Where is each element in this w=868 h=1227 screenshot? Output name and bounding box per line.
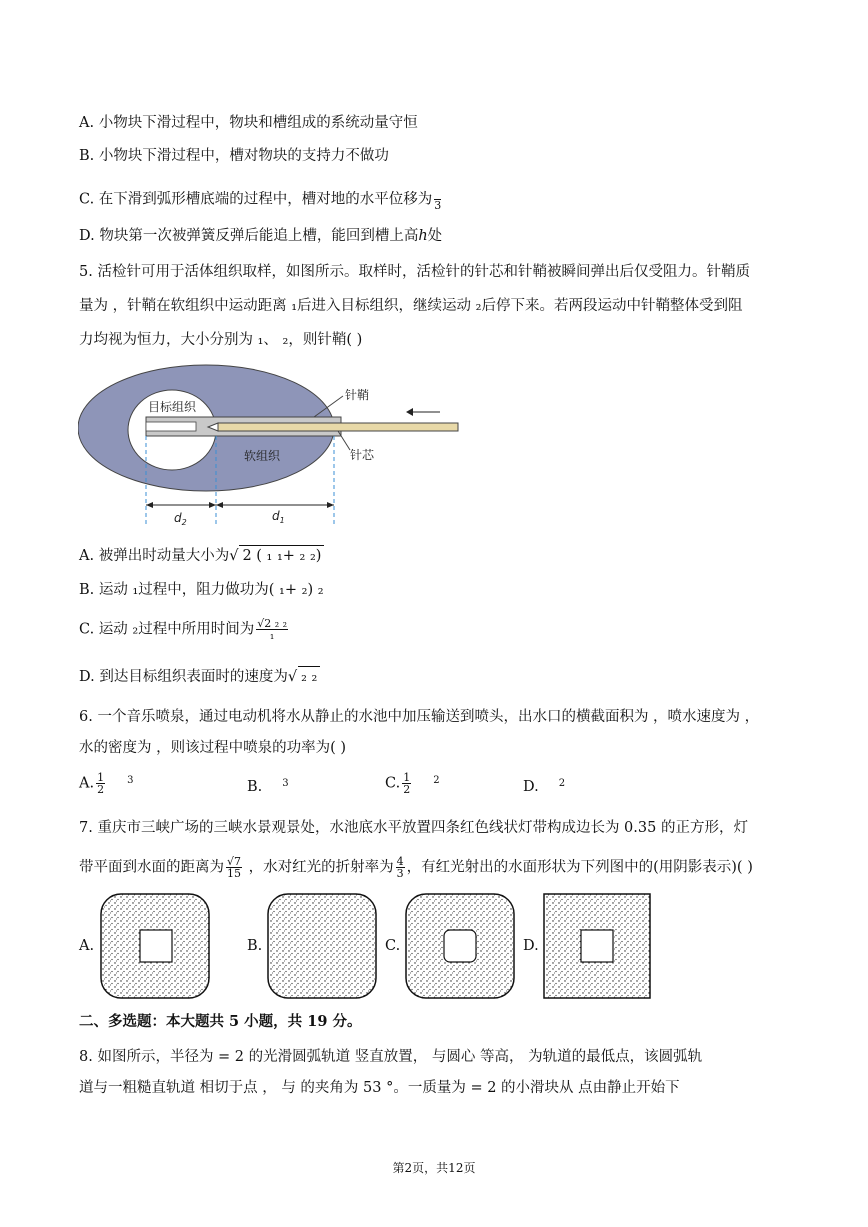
q7-depth-den: 15: [227, 867, 241, 880]
label-d2-letter: d: [174, 511, 182, 525]
section-multiple-choice-heading: 二、多选题：本大题共 5 小题，共 19 分。: [79, 1013, 362, 1030]
q7-option-d-label: D.: [523, 938, 539, 954]
q6-a-num: 1: [97, 771, 105, 784]
page-footer: 第2页，共12页: [392, 1161, 476, 1175]
q4-option-c-text: C. 在下滑到弧形槽底端的过程中，槽对地的水平位移为: [79, 191, 433, 208]
q5-option-c-text: C. 运动 ₂过程中所用时间为: [79, 621, 255, 638]
needle-biopsy-figure: [78, 362, 468, 532]
q5-option-d: [79, 666, 320, 687]
d2-arrow-right: [209, 502, 216, 508]
label-target-tissue: 目标组织: [148, 400, 197, 414]
label-d2-sub: 2: [181, 518, 187, 527]
q5-stem-line1: 5. 活检针可用于活体组织取样，如图所示。取样时，活检针的针芯和针鞘被瞬间弹出后仅受阻力。针鞘质: [79, 264, 750, 280]
q6-c-den: 2: [403, 783, 411, 796]
q6-option-d: [523, 778, 565, 795]
q7-option-b-label: B.: [247, 938, 263, 954]
q4-option-c-fraction: 3: [434, 188, 441, 211]
q6-option-c-fraction: [402, 772, 411, 795]
q7-depth-num: √7: [227, 855, 242, 868]
q8-stem-line1: 8. 如图所示，半径为 = 2 的光滑圆弧轨道 竖直放置， 与圆心 等高， 为轨道的最低点，该圆弧轨: [79, 1049, 703, 1065]
sqrt-sign: √: [229, 548, 239, 564]
q6-c-num: 1: [403, 771, 411, 784]
needle-notch: [146, 422, 196, 431]
q5-option-b: B. 运动 ₁过程中，阻力做功为( ₁+ ₂) ₂: [79, 582, 324, 598]
q4-option-c: [79, 188, 443, 211]
q7-line2-prefix: 带平面到水面的距离为: [79, 859, 224, 876]
d1-arrow-right: [327, 502, 334, 508]
label-core: 针芯: [350, 448, 375, 462]
label-d1-sub: 1: [279, 516, 285, 525]
q7-option-a-label: A.: [79, 938, 95, 954]
q5-option-a-text: A. 被弹出时动量大小为: [79, 548, 230, 564]
q6-option-d-label: D.: [523, 779, 539, 795]
q5-option-d-expr: ₂ ₂: [298, 666, 320, 687]
q6-a-den: 2: [97, 783, 105, 796]
q6-option-a-label: A.: [79, 775, 95, 792]
q7-index-den: 3: [396, 867, 404, 880]
needle-core-shape: [218, 423, 458, 431]
q6-a-exp: 3: [127, 774, 134, 786]
q7-stem-line2: [79, 856, 753, 879]
q6-d-exp: 2: [558, 778, 566, 789]
q4-option-d-suffix: 处: [427, 228, 443, 244]
q8-stem-line2: 道与一粗糙直轨道 相切于点 ， 与 的夹角为 53 °。一质量为 = 2 的小滑块从 点由静止开始下: [79, 1080, 680, 1096]
q7-line2-suffix: ，有红光射出的水面形状为下列图中的(用阴影表示)( ): [406, 859, 753, 876]
q4-option-d-prefix: D. 物块第一次被弹簧反弹后能追上槽，能回到槽上高: [79, 228, 419, 244]
q6-option-c-label: C.: [385, 775, 401, 792]
q5-option-a-expr: 2 ( ₁ ₁+ ₂ ₂): [239, 545, 324, 566]
q6-stem-line1: 6. 一个音乐喷泉，通过电动机将水从静止的水池中加压输送到喷头，出水口的横截面积为 ，喷水速度为 ，: [79, 709, 760, 725]
q7-stem-line1: 7. 重庆市三峡广场的三峡水景观景处，水池底水平放置四条红色线状灯带构成边长为 0.35 的正方形，灯: [79, 820, 748, 836]
q4-option-d-var: h: [418, 228, 428, 244]
q7-figure-d: [544, 894, 650, 998]
q5-option-a: [79, 545, 324, 566]
q4-option-a: A. 小物块下滑过程中，物块和槽组成的系统动量守恒: [79, 115, 418, 131]
q5-stem-line2: 量为 ，针鞘在软组织中运动距离 ₁后进入目标组织，继续运动 ₂后停下来。若两段运动中针鞘整体受到阻: [79, 298, 743, 314]
q6-option-a-fraction: [96, 772, 105, 795]
q6-c-exp: 2: [433, 774, 440, 786]
d2-arrow-left: [146, 502, 153, 508]
q6-option-b-label: B.: [247, 779, 263, 795]
label-d1: [272, 509, 285, 525]
q7-option-c-label: C.: [385, 938, 401, 954]
q5-stem-line3: 力均视为恒力，大小分别为 ₁、 ₂，则针鞘( ): [79, 332, 363, 348]
label-soft-tissue: 软组织: [244, 449, 281, 463]
q5-option-c-fraction: $\frac{\text{√2 ₂ ₂}}{\text{₁}}$: [257, 617, 288, 642]
direction-arrow-head: [406, 408, 413, 416]
label-d2: [174, 511, 187, 527]
q7-figure-a: [101, 894, 209, 998]
q7-index-fraction: [396, 856, 405, 879]
q6-option-b: [247, 778, 289, 795]
d1-arrow-left: [216, 502, 223, 508]
q7-figure-c: [406, 894, 514, 998]
label-d1-letter: d: [272, 509, 280, 523]
q6-option-a: [79, 772, 133, 795]
q5-option-c-den: ₁: [269, 629, 275, 642]
q7-depth-fraction: [226, 856, 242, 879]
label-sheath: 针鞘: [345, 388, 370, 402]
q7-figures: [0, 890, 868, 1002]
q7-index-num: 4: [396, 855, 404, 868]
q4-option-b: B. 小物块下滑过程中，槽对物块的支持力不做功: [79, 148, 389, 164]
leader-core: [338, 431, 350, 450]
q6-stem-line2: 水的密度为 ，则该过程中喷泉的功率为( ): [79, 740, 347, 756]
q5-option-d-text: D. 到达目标组织表面时的速度为: [79, 669, 288, 685]
q7-figure-b: [268, 894, 376, 998]
q4-option-d: [79, 226, 442, 246]
q5-option-c: [79, 618, 290, 641]
q7-line2-mid: ，水对红光的折射率为: [244, 859, 394, 876]
q6-b-exp: 3: [282, 778, 289, 789]
q6-option-c: [385, 772, 440, 795]
sqrt-sign-d: √: [287, 669, 298, 685]
q5-option-c-num: 2 ₂ ₂: [264, 617, 288, 630]
